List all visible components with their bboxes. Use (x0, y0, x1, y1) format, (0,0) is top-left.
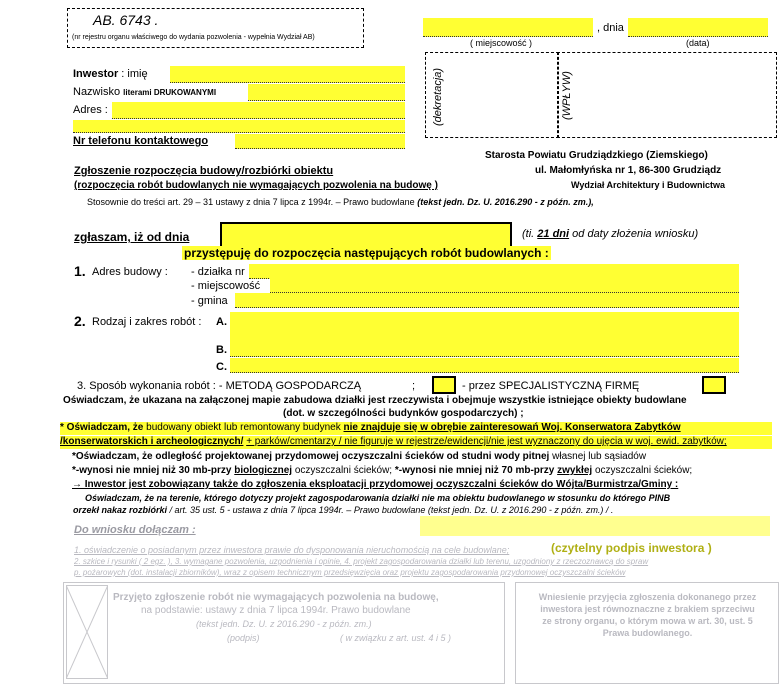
date-comma-label: , dnia (597, 22, 624, 34)
well-line-2 (72, 465, 692, 476)
works-c-input[interactable] (230, 358, 739, 373)
pinb-line-1: Oświadczam, że na terenie, którego dotyczy projekt zagospodarowania działki nie ma obiektu budowlanego w stosunku do którego PINB (85, 493, 671, 503)
plot-input[interactable] (249, 264, 739, 279)
form-subtitle: (rozpoczęcia robót budowlanych nie wymagających pozwolenia na budowę ) (74, 180, 438, 191)
section3-label: 3. Sposób wykonania robót : - METODĄ GOSPODARCZĄ (77, 380, 362, 392)
conservator-1a: * Oświadczam, że (60, 422, 144, 433)
declare-note (522, 228, 698, 240)
phone-label: Nr telefonu kontaktowego (73, 135, 209, 147)
well-1b: odległość projektowanej przydomowej oczyszczalni ścieków od studni wody pitnej (155, 451, 550, 462)
section2-a-label: A. (216, 316, 227, 328)
declare-heading: przystępuję do rozpoczęcia następujących robót budowlanych : (184, 246, 549, 260)
footer-left-line-1: Przyjęto zgłoszenie robót nie wymagających pozwolenia na budowę, (113, 592, 439, 603)
section1-label: Adres budowy : (92, 266, 168, 278)
first-name-input[interactable] (170, 66, 405, 83)
method-own-checkbox[interactable] (432, 376, 456, 394)
attachments-heading: Do wniosku dołączam : (74, 524, 196, 536)
works-a-input[interactable] (230, 312, 739, 329)
footer-left-line-5: ( w związku z art. ust. 4 i 5 ) (340, 633, 452, 643)
pinb-2b: / art. 35 ust. 5 - ustawa z dnia 7 lipca 1994r. – Prawo budowlane (tekst jedn. Dz. U. z 2016.290 - z późn. zm.) / . (169, 505, 614, 515)
section2-label: Rodzaj i zakres robót : (92, 316, 202, 328)
footer-right-line-4: Prawa budowlanego. (602, 628, 693, 638)
phone-input[interactable] (235, 134, 405, 149)
attachment-item-3: p. pożarowych (dot. instalacji zbiorników), wraz z opisem technicznym przedsięwzięcia oraz projektu zagospodarowania przydomowej oczyszczalni ścieków (74, 568, 626, 577)
pinb-2a: orzekł nakaz rozbiórki (73, 505, 168, 515)
received-label: (WPŁYW) (561, 71, 573, 120)
received-stamp-box (557, 52, 777, 138)
authority-department: Wydział Architektury i Budownictwa (571, 180, 726, 190)
town-label: - miejscowość (191, 280, 261, 292)
footer-left-line-3: (tekst jedn. Dz. U. z 2016.290 - z późn. zm.) (196, 619, 372, 629)
surname-input[interactable] (248, 84, 405, 101)
date-input[interactable] (628, 18, 768, 37)
declare-note-suffix: od daty złożenia wniosku) (572, 228, 699, 240)
conservator-1b: budowany obiekt lub remontowany budynek (146, 422, 341, 433)
start-date-input[interactable] (220, 222, 512, 248)
address-label: Adres : (73, 104, 108, 116)
legal-basis (87, 197, 594, 207)
registry-note: (nr rejestru organu właściwego do wydania pozwolenia - wypełnia Wydział AB) (72, 34, 315, 41)
footer-cross-icon (66, 585, 108, 679)
town-input[interactable] (270, 278, 739, 293)
footer-left-line-2: na podstawie: ustawy z dnia 7 lipca 1994r. Prawo budowlane (141, 605, 411, 616)
conservator-2a: /konserwatorskich i archeologicznych/ (60, 436, 244, 447)
well-1a: *Oświadczam, że (72, 451, 153, 462)
investor-label: Inwestor (73, 68, 119, 80)
place-caption: ( miejscowość ) (470, 38, 533, 48)
address-input-2[interactable] (73, 120, 405, 133)
decretation-label: (dekretacja) (432, 67, 444, 126)
specialist-label: - przez SPECJALISTYCZNĄ FIRMĘ (462, 380, 640, 392)
footer-left-line-4: (podpis) (227, 633, 260, 643)
legal-basis-text: Stosownie do treści art. 29 – 31 ustawy z dnia 7 lipca z 1994r. – Prawo budowlane (87, 197, 415, 207)
section2-c-label: C. (216, 361, 227, 373)
well-2e: zwykłej (557, 465, 593, 476)
address-input-1[interactable] (112, 102, 405, 119)
form-title: Zgłoszenie rozpoczęcia budowy/rozbiórki obiektu (74, 165, 334, 177)
decretation-stamp-box (425, 52, 559, 138)
commune-input[interactable] (235, 293, 739, 308)
plot-label: - działka nr (191, 266, 245, 278)
section1-number: 1. (74, 263, 86, 279)
place-input[interactable] (423, 18, 593, 37)
section2-b-label: B. (216, 344, 227, 356)
well-2b: biologicznej (234, 465, 293, 476)
footer-right-line-1: Wniesienie przyjęcia zgłoszenia dokonanego przez (538, 592, 757, 602)
section3-separator: ; (412, 380, 416, 392)
investor-name-label: : imię (121, 68, 148, 80)
surname-label-row (73, 86, 216, 98)
section2-number: 2. (74, 313, 86, 329)
conservator-2b: + parków/cmentarzy / nie figuruje w rejestrze/ewidencji/nie jest wyznaczony do ujęcia w woj. ewid. zabytków; (246, 436, 727, 447)
well-2d: *-wynosi nie mniej niż 70 mb-przy (394, 465, 555, 476)
well-line-1 (72, 451, 646, 462)
registry-number: AB. 6743 . (93, 12, 159, 28)
works-b-input[interactable] (230, 342, 739, 357)
date-caption: (data) (686, 38, 710, 48)
well-2f: oczyszczalni ścieków; (594, 465, 693, 476)
statement-map: Oświadczam, że ukazana na załączonej mapie zabudowa działki jest rzeczywista i obejmuje wszystkie istniejące obiekty budowlane (63, 395, 687, 406)
signature-caption: (czytelny podpis inwestora ) (551, 541, 712, 555)
attachment-item-2: 2. szkice i rysunki ( 2 egz. ), 3. wymagane pozwolenia, uzgodnienia i opinie, 4. projekt zagospodarowania działki lub terenu, uzgodniony z rzeczoznawcą do spraw (74, 557, 649, 566)
signature-field[interactable] (420, 516, 770, 536)
commune-label: - gmina (191, 295, 228, 307)
well-2a: *-wynosi nie mniej niż 30 mb-przy (72, 465, 232, 476)
footer-right-line-2: inwestora jest równoznaczne z brakiem sprzeciwu (540, 604, 755, 614)
conservator-line-2 (60, 436, 772, 449)
method-company-checkbox[interactable] (702, 376, 726, 394)
surname-label: Nazwisko (73, 86, 121, 98)
well-1c: własnej lub sąsiadów (552, 451, 647, 462)
surname-hint: literami DRUKOWANYMI (123, 88, 217, 97)
footer-right-line-3: ze strony organu, o którym mowa w art. 30, ust. 5 (542, 616, 753, 626)
statement-map-2: (dot. w szczególności budynków gospodarczych) ; (283, 408, 524, 419)
conservator-line-1 (60, 422, 772, 435)
well-2c: oczyszczalni ścieków; (294, 465, 393, 476)
conservator-1c: nie znajduje się w obrębie zainteresowań Woj. Konserwatora Zabytków (343, 422, 681, 433)
report-notice: → Inwestor jest zobowiązany także do zgłoszenia eksploatacji przydomowej oczyszczalni ścieków do Wójta/Burmistrza/Gminy : (72, 479, 679, 490)
declare-label: zgłaszam, iż od dnia (74, 230, 190, 244)
legal-basis-ref: (tekst jedn. Dz. U. 2016.290 - z późn. zm.), (417, 197, 594, 207)
attachment-item-1: 1. oświadczenie o posiadanym przez inwestora prawie do dysponowania nieruchomością na cele budowlane; (74, 545, 510, 555)
registry-box (67, 8, 364, 48)
pinb-line-2 (73, 505, 613, 515)
works-a-input-2[interactable] (230, 328, 739, 343)
declare-days: 21 dni (537, 228, 570, 240)
investor-label-row (73, 68, 148, 80)
authority-address: ul. Małomłyńska nr 1, 86-300 Grudziądz (535, 165, 722, 176)
authority-name: Starosta Powiatu Grudziądzkiego (Ziemskiego) (485, 150, 708, 161)
declare-note-prefix: (ti. (522, 228, 535, 240)
